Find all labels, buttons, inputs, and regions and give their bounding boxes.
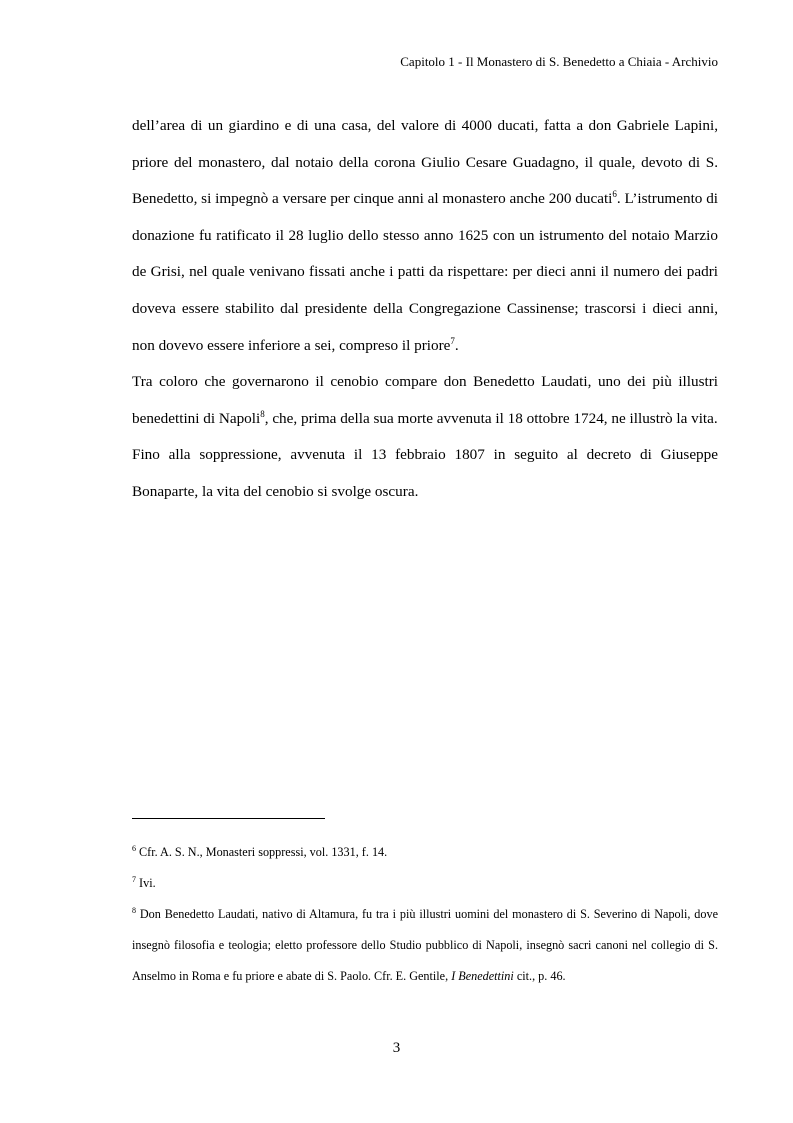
paragraph-2: Tra coloro che governarono il cenobio compare don Benedetto Laudati, uno dei più illustri benedettini di Napoli$^8$, che, prima della sua morte avvenuta il 18 ottobre 1724, ne illustrò la vita.: [132, 373, 718, 427]
footnotes: [132, 837, 718, 992]
footnote-ref-6[interactable]: 6: [612, 189, 617, 200]
footnote-8: $^8$ Don Benedetto Laudati, nativo di Altamura, fu tra i più illustri uomini del monastero di S. Severino di Napoli, dove insegnò filosofia e teologia; eletto professore dello Studio pubblico di Napoli, insegnò sacri canoni nel collegio di S. Anselmo in Roma e fu priore e abate di S. Paolo. Cfr. E. Gentile, I Benedettini cit., p. 46.: [132, 906, 719, 983]
page-number: 3: [392, 1040, 401, 1056]
main-text: [132, 108, 718, 511]
book-title: I Benedettini: [451, 969, 514, 983]
footnote-6: $^6$ Cfr. A. S. N., Monasteri soppressi, vol. 1331, f. 14.: [132, 844, 388, 859]
footnote-ref-7[interactable]: 7: [450, 335, 455, 346]
footnote-ref-8[interactable]: 8: [260, 408, 265, 419]
footnote-separator: [132, 818, 325, 819]
paragraph-3: Fino alla soppressione, avvenuta il 13 febbraio 1807 in seguito al decreto di Giuseppe Bonaparte, la vita del cenobio si svolge oscura.: [132, 446, 718, 500]
running-header: Capitolo 1 - Il Monastero di S. Benedetto a Chiaia - Archivio: [400, 54, 718, 69]
footnote-7: $^7$ Ivi.: [132, 875, 156, 890]
paragraph-1: dell’area di un giardino e di una casa, del valore di 4000 ducati, fatta a don Gabriele Lapini, priore del monastero, dal notaio della corona Giulio Cesare Guadagno, il quale, devoto di S. Benedetto, si impegnò a versare per cinque anni al monastero anche 200 ducati$^6$. L’istrumento di donazione fu ratificato il 28 luglio dello stesso anno 1625 con un istrumento del notaio Marzio de Grisi, nel quale venivano fissati anche i patti da rispettare: per dieci anni il numero dei padri doveva essere stabilito dal presidente della Congregazione Cassinense; trascorsi i dieci anni, non dovevo essere inferiore a sei, compreso il priore$^7$.: [132, 117, 719, 354]
